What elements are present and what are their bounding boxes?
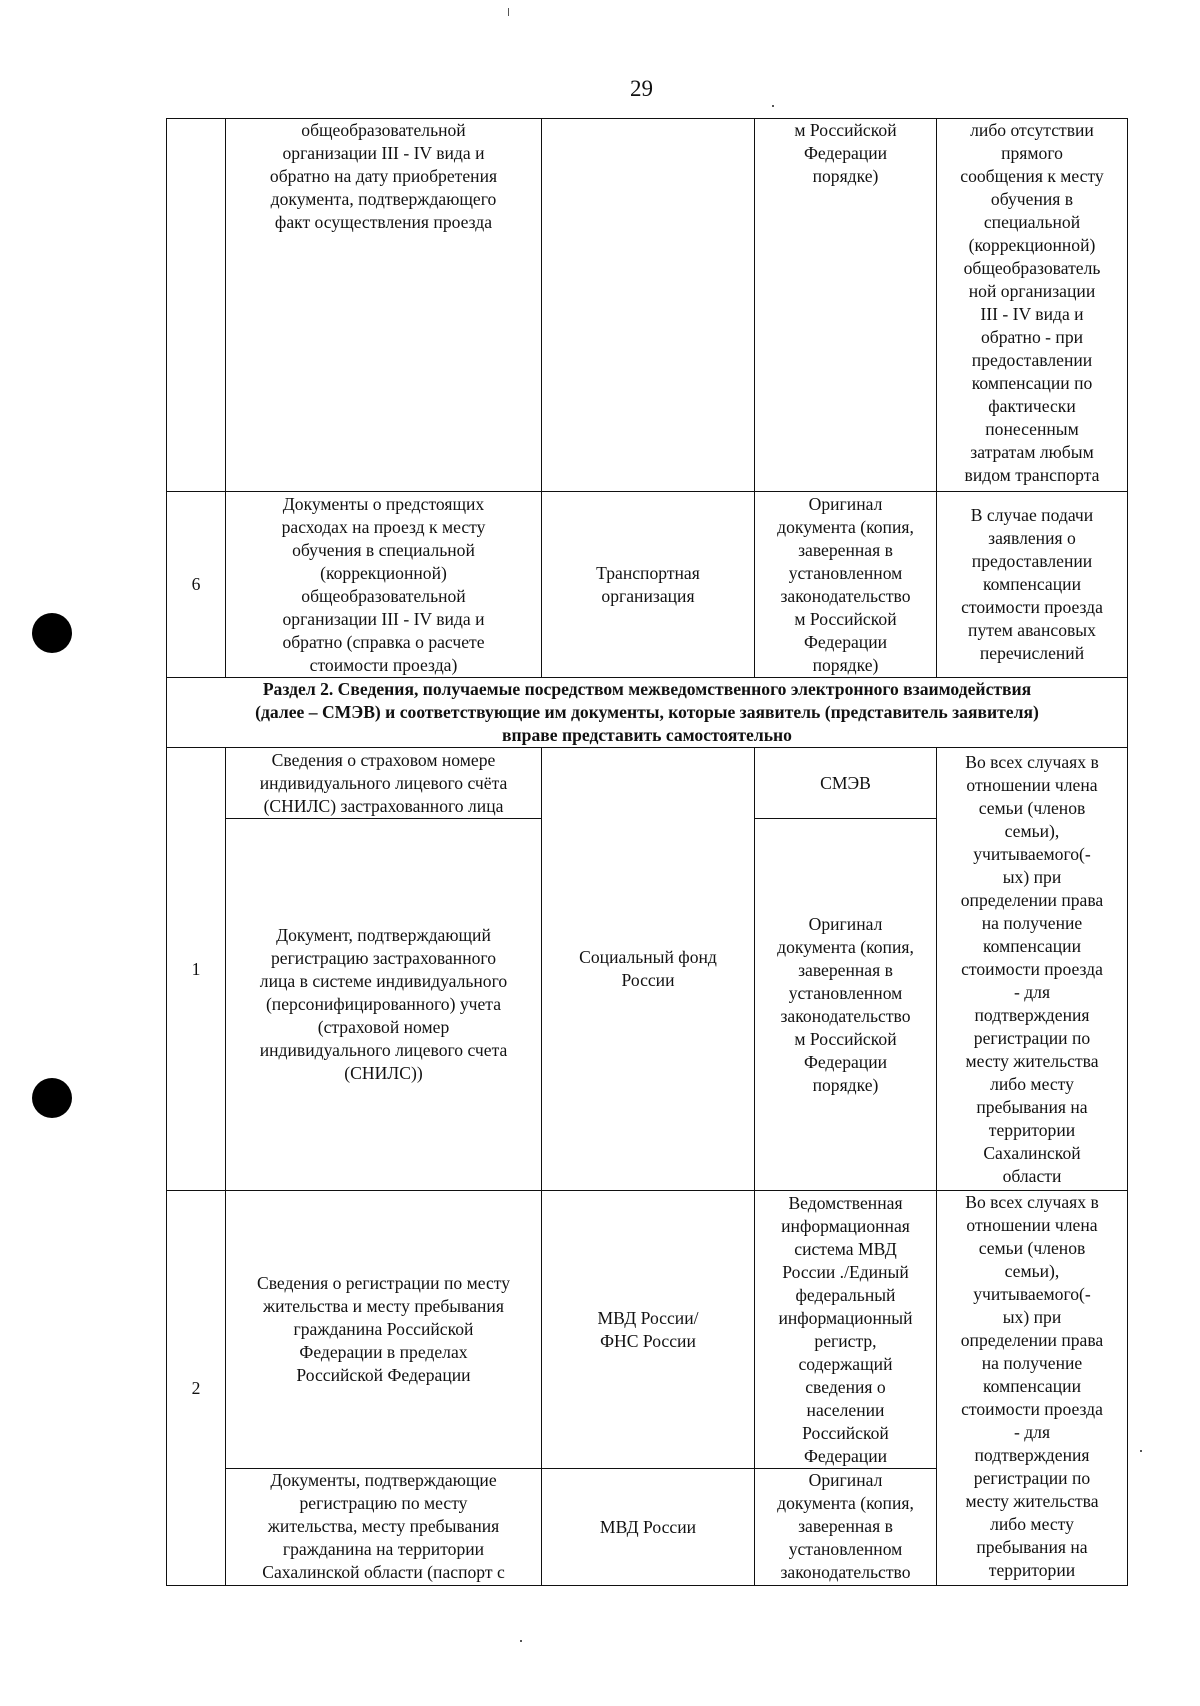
documents-table: [166, 118, 1128, 1586]
table-row: [167, 748, 1128, 819]
scan-speck: [520, 1640, 522, 1642]
note-cell: либо отсутствии прямого сообщения к месту обучения в специальной (коррекционной) общеобразователь ной организации III - IV вида и обратно - при предоставлении компенсации по фактически понесенным затратам любым видом транспорта: [937, 119, 1128, 492]
row-number-cell: 1: [167, 748, 226, 1191]
source-cell: МВД России/ ФНС России: [542, 1191, 755, 1469]
document-cell: Документы, подтверждающие регистрацию по месту жительства, месту пребывания гражданина на территории Сахалинской области (паспорт с: [226, 1469, 542, 1586]
row-number-cell: 6: [167, 492, 226, 678]
source-cell: Социальный фонд России: [542, 748, 755, 1191]
document-cell: Документы о предстоящих расходах на проезд к месту обучения в специальной (коррекционной) общеобразовательной организации III - IV вида и обратно (справка о расчете стоимости проезда): [226, 492, 542, 678]
document-cell: общеобразовательной организации III - IV вида и обратно на дату приобретения документа, подтверждающего факт осуществления проезда: [226, 119, 542, 492]
row-number-cell: 2: [167, 1191, 226, 1586]
note-cell: Во всех случаях в отношении члена семьи (членов семьи), учитываемого(- ых) при определении права на получение компенсации стоимости проезда - для подтверждения регистрации по месту жительства либо месту пребывания на территории: [937, 1191, 1128, 1586]
section-heading-row: [167, 678, 1128, 748]
note-cell: Во всех случаях в отношении члена семьи (членов семьи), учитываемого(- ых) при определении права на получение компенсации стоимости проезда - для подтверждения регистрации по месту жительства либо месту пребывания на территории Сахалинской области: [937, 748, 1128, 1191]
document-cell: Сведения о страховом номере индивидуального лицевого счёта (СНИЛС) застрахованного лица: [226, 748, 542, 819]
source-cell: МВД России: [542, 1469, 755, 1586]
method-cell: м Российской Федерации порядке): [755, 119, 937, 492]
scan-speck: [508, 8, 509, 16]
table-row: [167, 1191, 1128, 1469]
page-number: 29: [630, 76, 653, 101]
document-cell: Документ, подтверждающий регистрацию застрахованного лица в системе индивидуального (персонифицированного) учета (страховой номер индивидуального лицевого счета (СНИЛС)): [226, 819, 542, 1191]
method-cell: Ведомственная информационная система МВД России ./Единый федеральный информационный регистр, содержащий сведения о населении Российской Федерации: [755, 1191, 937, 1469]
scan-speck: [1140, 1450, 1142, 1452]
row-number-cell: [167, 119, 226, 492]
source-cell: [542, 119, 755, 492]
document-cell: Сведения о регистрации по месту жительства и месту пребывания гражданина Российской Федерации в пределах Российской Федерации: [226, 1191, 542, 1469]
source-cell: Транспортная организация: [542, 492, 755, 678]
method-cell: Оригинал документа (копия, заверенная в установленном законодательство м Российской Федерации порядке): [755, 819, 937, 1191]
scan-speck: [772, 105, 774, 107]
method-cell: СМЭВ: [755, 748, 937, 819]
table-row: [167, 492, 1128, 678]
punch-hole-decoration: [32, 1078, 72, 1118]
punch-hole-decoration: [32, 613, 72, 653]
method-cell: Оригинал документа (копия, заверенная в установленном законодательство м Российской Федерации порядке): [755, 492, 937, 678]
method-cell: Оригинал документа (копия, заверенная в установленном законодательство: [755, 1469, 937, 1586]
section-heading: Раздел 2. Сведения, получаемые посредством межведомственного электронного взаимодействия (далее – СМЭВ) и соответствующие им документы, которые заявитель (представитель заявителя) вправе представить самостоятельно: [167, 678, 1128, 748]
table-row: [167, 119, 1128, 492]
note-cell: В случае подачи заявления о предоставлении компенсации стоимости проезда путем авансовых перечислений: [937, 492, 1128, 678]
